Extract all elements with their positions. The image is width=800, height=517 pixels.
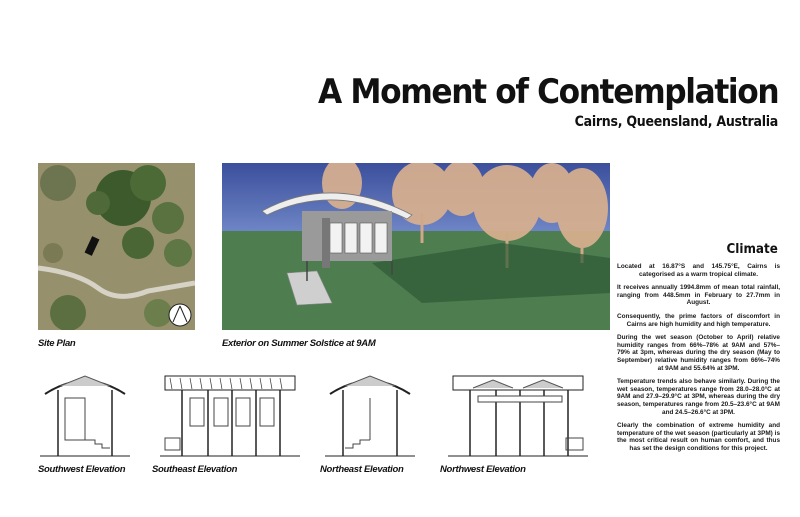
northeast-elevation-drawing — [325, 370, 415, 463]
site-plan-caption: Site Plan — [38, 338, 76, 349]
southeast-elevation-drawing — [160, 370, 300, 463]
southeast-caption: Southeast Elevation — [152, 464, 238, 475]
site-plan-image — [38, 163, 195, 330]
climate-text — [617, 263, 780, 458]
climate-paragraph: It receives annually 1994.8mm of mean total rainfall, ranging from 448.5mm in February to 27.7mm in August. — [617, 284, 780, 307]
climate-paragraph: During the wet season (October to April) relative humidity ranges from 66%–78% at 9AM and 57%–79% at 3pm, whereas during the dry season (May to September) relative humidity ranges from 66%–74% at 9AM and 55.64% at 3PM. — [617, 334, 780, 372]
north-arrow-icon — [169, 304, 191, 326]
exterior-render-image — [222, 163, 610, 330]
climate-paragraph: Clearly the combination of extreme humidity and temperature of the wet season (particularly at 3PM) is the most critical result on human comfort, and thus has set the design conditions for this project. — [617, 422, 780, 452]
northeast-caption: Northeast Elevation — [320, 464, 404, 475]
page-title: A Moment of Contemplation — [317, 72, 778, 112]
climate-paragraph: Temperature trends also behave similarly. During the wet season, temperatures range from 28.0–28.0°C at 9AM and 27.9–29.9°C at 3PM, whereas during the dry season, temperatures range from 20.5–23.6°C at 9AM and 24.5–26.6°C at 3PM. — [617, 378, 780, 416]
southwest-elevation-drawing — [40, 370, 130, 463]
climate-paragraph: Located at 16.87°S and 145.75°E, Cairns is categorised as a warm tropical climate. — [617, 263, 780, 278]
northwest-caption: Northwest Elevation — [440, 464, 526, 475]
southwest-caption: Southwest Elevation — [38, 464, 126, 475]
exterior-caption: Exterior on Summer Solstice at 9AM — [222, 338, 376, 349]
page-subtitle: Cairns, Queensland, Australia — [574, 114, 778, 130]
northwest-elevation-drawing — [448, 370, 588, 463]
climate-heading: Climate — [726, 242, 778, 257]
climate-paragraph: Consequently, the prime factors of discomfort in Cairns are high humidity and high temperature. — [617, 312, 780, 328]
